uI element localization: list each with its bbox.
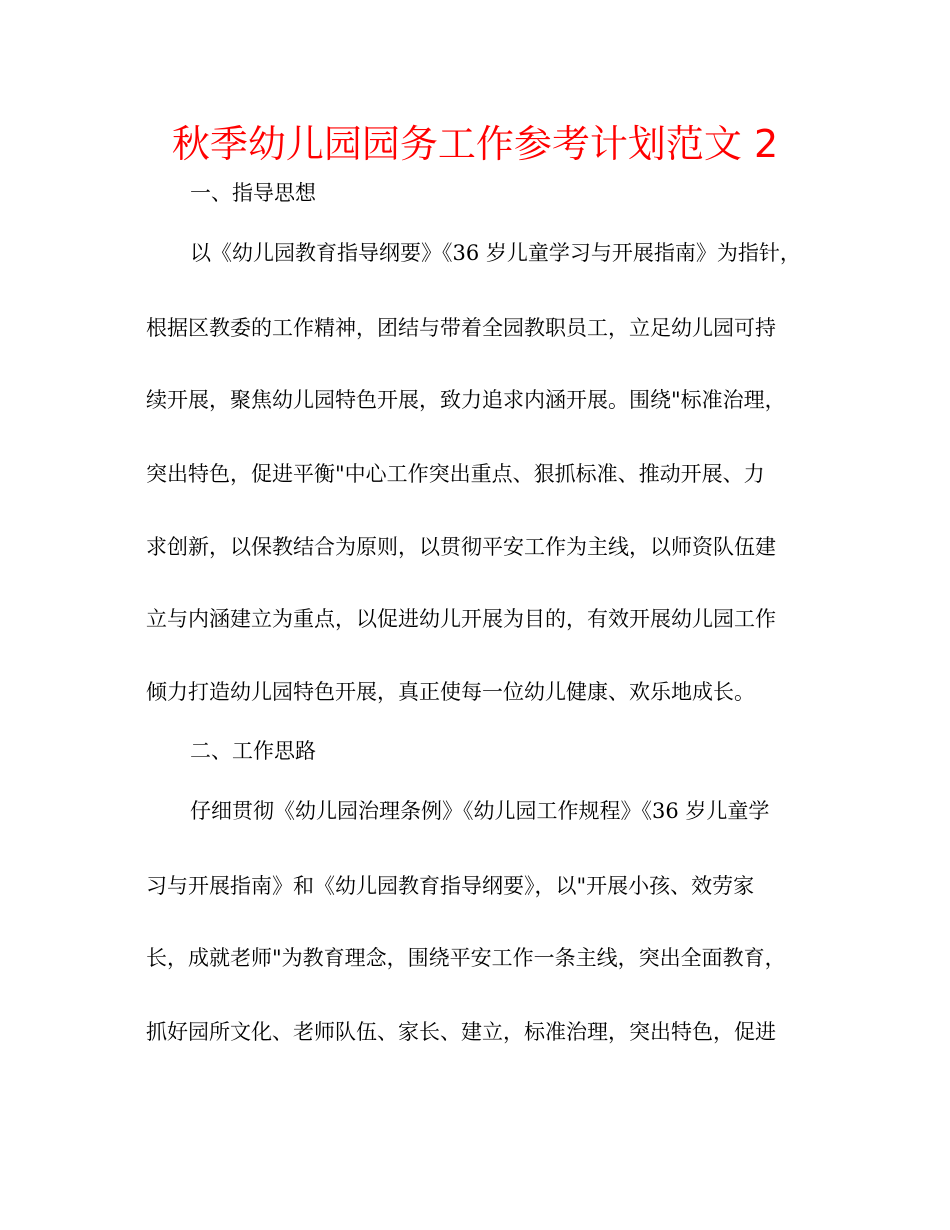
paragraph-line: 仔细贯彻《幼儿园治理条例》《幼儿园工作规程》《36 岁儿童学 xyxy=(190,799,770,823)
paragraph-line: 续开展，聚焦幼儿园特色开展，致力追求内涵开展。围绕"标准治理， xyxy=(146,388,786,412)
paragraph-line: 突出特色，促进平衡"中心工作突出重点、狠抓标准、推动开展、力 xyxy=(146,462,765,486)
paragraph-line: 长，成就老师"为教育理念，围绕平安工作一条主线，突出全面教育， xyxy=(146,946,786,970)
paragraph-line: 根据区教委的工作精神，团结与带着全园教职员工，立足幼儿园可持 xyxy=(146,316,776,340)
paragraph-line: 求创新，以保教结合为原则，以贯彻平安工作为主线，以师资队伍建 xyxy=(146,535,776,559)
paragraph-line: 习与开展指南》和《幼儿园教育指导纲要》，以"开展小孩、效劳家 xyxy=(146,874,755,898)
paragraph-line: 立与内涵建立为重点，以促进幼儿开展为目的，有效开展幼儿园工作 xyxy=(146,607,776,631)
paragraph-line: 倾力打造幼儿园特色开展，真正使每一位幼儿健康、欢乐地成长。 xyxy=(146,680,755,704)
section-heading-guiding-ideology: 一、指导思想 xyxy=(190,181,316,205)
section-heading-work-approach: 二、工作思路 xyxy=(190,739,316,763)
document-title: 秋季幼儿园园务工作参考计划范文 2 xyxy=(171,122,779,166)
paragraph-line: 以《幼儿园教育指导纲要》《36 岁儿童学习与开展指南》为指针， xyxy=(190,241,801,265)
paragraph-line: 抓好园所文化、老师队伍、家长、建立，标准治理，突出特色，促进 xyxy=(146,1020,776,1044)
